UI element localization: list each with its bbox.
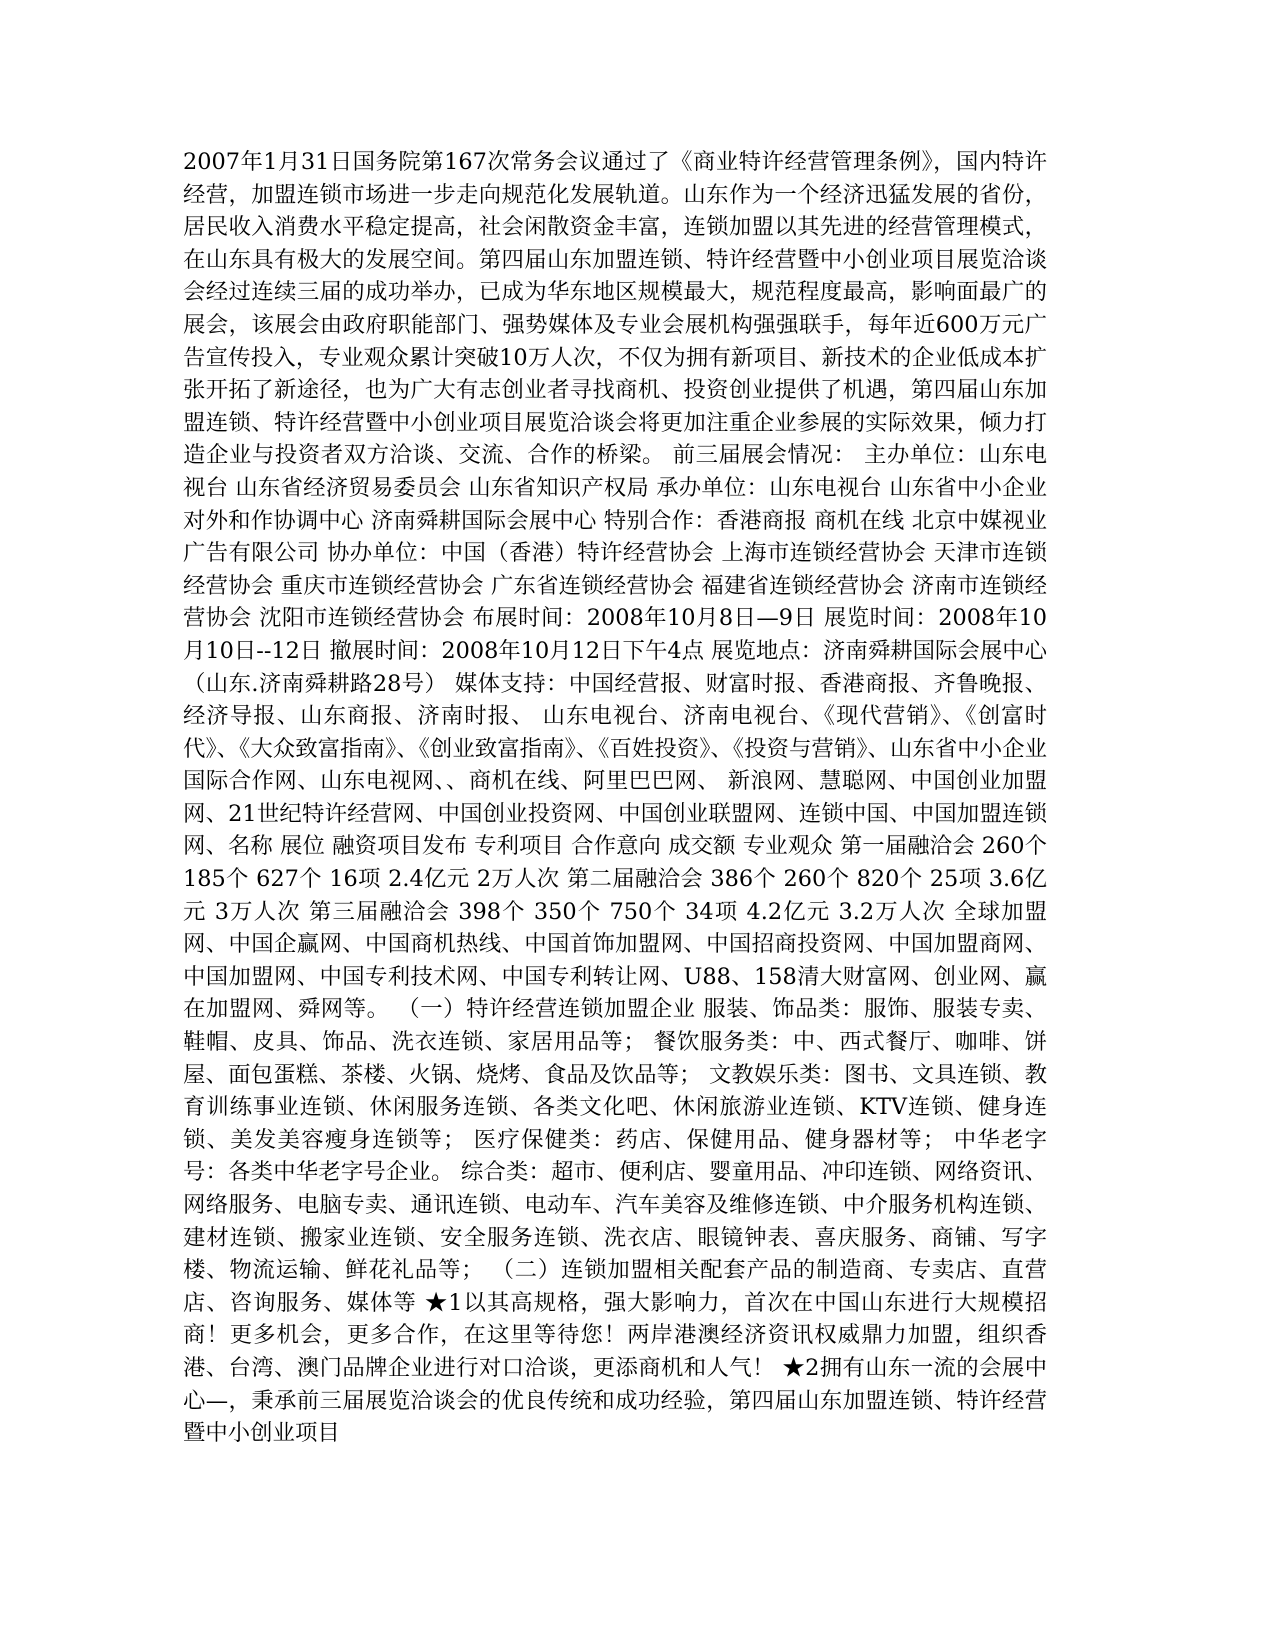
body-paragraph: 2007年1月31日国务院第167次常务会议通过了《商业特许经营管理条例》，国内特许经营，加盟连锁市场进一步走向规范化发展轨道。山东作为一个经济迅猛发展的省份，居民收入消费水平稳定提高，社会闲散资金丰富，连锁加盟以其先进的经营管理模式，在山东具有极大的发展空间。第四届山东加盟连锁、特许经营暨中小创业项目展览洽谈会经过连续三届的成功举办，已成为华东地区规模最大，规范程度最高，影响面最广的展会，该展会由政府职能部门、强势媒体及专业会展机构强强联手，每年近600万元广告宣传投入，专业观众累计突破10万人次，不仅为拥有新项目、新技术的企业低成本扩张开拓了新途径，也为广大有志创业者寻找商机、投资创业提供了机遇，第四届山东加盟连锁、特许经营暨中小创业项目展览洽谈会将更加注重企业参展的实际效果，倾力打造企业与投资者双方洽谈、交流、合作的桥梁。 前三届展会情况： 主办单位：山东电视台 山东省经济贸易委员会 山东省知识产权局 承办单位：山东电视台 山东省中小企业对外和作协调中心 济南舜耕国际会展中心 特别合作：香港商报 商机在线 北京中媒视业广告有限公司 协办单位：中国（香港）特许经营协会 上海市连锁经营协会 天津市连锁经营协会 重庆市连锁经营协会 广东省连锁经营协会 福建省连锁经营协会 济南市连锁经营协会 沈阳市连锁经营协会 布展时间：2008年10月8日—9日 展览时间：2008年10月10日--12日 撤展时间：2008年10月12日下午4点 展览地点：济南舜耕国际会展中心（山东.济南舜耕路28号） 媒体支持：中国经营报、财富时报、香港商报、齐鲁晚报、经济导报、山东商报、济南时报、 山东电视台、济南电视台、《现代营销》、《创富时代》、《大众致富指南》、《创业致富指南》、《百姓投资》、《投资与营销》、山东省中小企业国际合作网、山东电视网、、商机在线、阿里巴巴网、 新浪网、慧聪网、中国创业加盟网、21世纪特许经营网、中国创业投资网、中国创业联盟网、连锁中国、中国加盟连锁网、名称 展位 融资项目发布 专利项目 合作意向 成交额 专业观众 第一届融洽会 260个 185个 627个 16项 2.4亿元 2万人次 第二届融洽会 386个 260个 820个 25项 3.6亿元 3万人次 第三届融洽会 398个 350个 750个 34项 4.2亿元 3.2万人次 全球加盟网、中国企赢网、中国商机热线、中国首饰加盟网、中国招商投资网、中国加盟商网、中国加盟网、中国专利技术网、中国专利转让网、U88、158清大财富网、创业网、赢在加盟网、舜网等。 （一）特许经营连锁加盟企业 服装、饰品类：服饰、服装专卖、鞋帽、皮具、饰品、洗衣连锁、家居用品等； 餐饮服务类：中、西式餐厅、咖啡、饼屋、面包蛋糕、茶楼、火锅、烧烤、食品及饮品等； 文教娱乐类：图书、文具连锁、教育训练事业连锁、休闲服务连锁、各类文化吧、休闲旅游业连锁、KTV连锁、健身连锁、美发美容瘦身连锁等； 医疗保健类：药店、保健用品、健身器材等； 中华老字号：各类中华老字号企业。 综合类：超市、便利店、婴童用品、冲印连锁、网络资讯、网络服务、电脑专卖、通讯连锁、电动车、汽车美容及维修连锁、中介服务机构连锁、建材连锁、搬家业连锁、安全服务连锁、洗衣店、眼镜钟表、喜庆服务、商铺、写字楼、物流运输、鲜花礼品等； （二）连锁加盟相关配套产品的制造商、专卖店、直营店、咨询服务、媒体等 ★1以其高规格，强大影响力，首次在中国山东进行大规模招商！更多机会，更多合作，在这里等待您！两岸港澳经济资讯权威鼎力加盟，组织香港、台湾、澳门品牌企业进行对口洽谈，更添商机和人气！ ★2拥有山东一流的会展中心—，秉承前三届展览洽谈会的优良传统和成功经验，第四届山东加盟连锁、特许经营暨中小创业项目 [183,149,1047,1447]
